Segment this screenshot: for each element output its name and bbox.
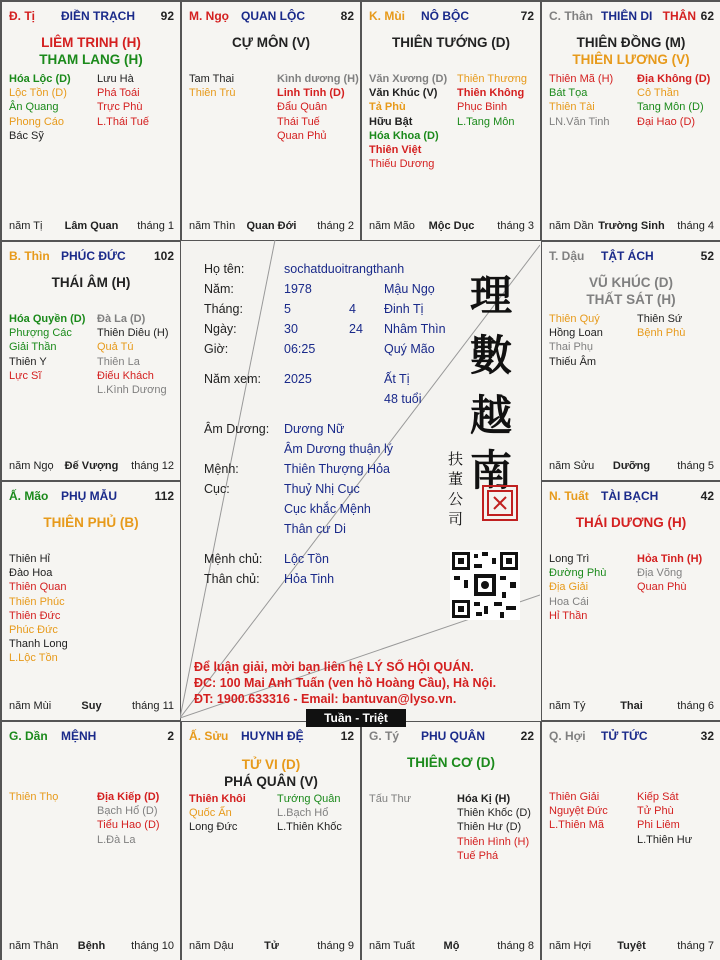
minor-stars-left <box>549 790 608 833</box>
minor-star: Long Đức <box>189 821 238 834</box>
minor-stars-right <box>637 790 692 847</box>
minor-star: Thái Tuế <box>277 115 320 128</box>
minor-stars-left <box>369 792 411 806</box>
palace-house-name: TÀI BẠCH <box>601 489 659 503</box>
minor-star: Lộc Tồn (D) <box>9 87 67 100</box>
palace-branch: B. Thìn <box>9 249 50 263</box>
footer-month: tháng 10 <box>131 940 174 952</box>
minor-star: Đẩu Quân <box>277 101 328 114</box>
minor-star: Thiên Hình (H) <box>457 835 530 848</box>
palace-cell[interactable] <box>361 721 541 960</box>
footer-life-stage: Lâm Quan <box>64 220 119 232</box>
minor-star: Long Trì <box>549 553 590 565</box>
palace-header <box>549 729 714 745</box>
footer-life-stage: Tử <box>264 940 279 952</box>
minor-star: Thiên Y <box>9 355 47 368</box>
palace-number: 62 <box>700 9 714 23</box>
palace-number: 12 <box>340 729 354 743</box>
calligraphy-char-3: 越 <box>470 391 513 440</box>
palace-number: 52 <box>700 249 714 263</box>
minor-star: Hóa Khoa (D) <box>369 129 439 142</box>
main-star: THIÊN PHỦ (B) <box>43 515 139 530</box>
label-thang: Tháng: <box>204 302 243 316</box>
palace-number: 2 <box>167 729 174 743</box>
center-info-panel <box>180 240 540 720</box>
label-nam: Năm: <box>204 282 234 296</box>
palace-cell[interactable] <box>1 721 181 960</box>
minor-star: Thiếu Dương <box>369 158 435 171</box>
palace-footer <box>9 938 174 952</box>
palace-number: 82 <box>340 9 354 23</box>
calligraphy-char-2: 數 <box>470 331 513 380</box>
footer-year: năm Thân <box>9 940 59 952</box>
minor-star: Đại Hao (D) <box>637 115 696 128</box>
value-menh-chu: Lộc Tồn <box>284 552 329 566</box>
palace-house-name: ĐIỀN TRẠCH <box>61 9 135 23</box>
minor-star: Tả Phù <box>369 101 406 114</box>
minor-star: Linh Tinh (D) <box>277 87 345 100</box>
minor-star: Thiên La <box>97 355 140 368</box>
minor-star: Phong Cáo <box>9 115 65 128</box>
footer-life-stage: Trường Sinh <box>598 220 665 232</box>
value-nam: 1978 <box>284 282 312 296</box>
footer-year: năm Sửu <box>549 460 595 472</box>
palace-footer <box>189 218 354 232</box>
minor-stars-right <box>457 792 531 863</box>
value-cuc-3: Thân cư Di <box>284 522 346 536</box>
minor-stars-right <box>637 552 702 595</box>
footer-month: tháng 5 <box>677 460 714 472</box>
minor-stars-right <box>637 72 710 129</box>
minor-star: Bác Sỹ <box>9 129 44 142</box>
tuan-triet-banner: Tuần - Triệt <box>306 709 406 727</box>
footer-year: năm Thìn <box>189 220 236 232</box>
palace-number: 42 <box>700 489 714 503</box>
minor-star: Thiên Việt <box>369 144 422 157</box>
minor-star: Tuế Phá <box>457 849 499 862</box>
minor-star: Tấu Thư <box>369 793 412 805</box>
minor-star: Giải Thần <box>9 341 57 354</box>
minor-star: Quả Tú <box>97 341 134 354</box>
minor-stars-left <box>369 72 447 171</box>
palace-number: 92 <box>160 9 174 23</box>
minor-star: Đào Hoa <box>9 567 53 580</box>
minor-star: Địa Kiếp (D) <box>97 791 160 803</box>
minor-star: Kiếp Sát <box>637 791 679 803</box>
palace-footer <box>549 458 714 472</box>
value-tuoi: 48 tuổi <box>384 392 422 406</box>
minor-star: Tang Môn (D) <box>637 101 704 114</box>
footer-year: năm Dần <box>549 220 594 232</box>
palace-number: 32 <box>700 729 714 743</box>
palace-number: 102 <box>153 249 174 263</box>
main-star: THÁI ÂM (H) <box>51 275 131 290</box>
value-cuc: Thuỷ Nhị Cục <box>284 482 360 496</box>
minor-star: Hồng Loan <box>549 327 603 340</box>
value-gio-can-chi: Quý Mão <box>384 342 435 356</box>
minor-stars-left <box>549 552 606 623</box>
palace-cell[interactable] <box>1 241 181 481</box>
minor-stars-left <box>9 790 58 804</box>
minor-star: Phúc Đức <box>9 624 58 637</box>
minor-stars-right <box>277 72 359 143</box>
footer-month: tháng 2 <box>317 220 354 232</box>
value-ho-ten: sochatduoitrangthanh <box>284 262 405 276</box>
minor-star: Thiên Thọ <box>9 791 59 803</box>
minor-star: Thiên Khôi <box>189 793 246 805</box>
minor-star: Địa Không (D) <box>637 73 711 85</box>
footer-life-stage: Quan Đới <box>246 220 297 232</box>
palace-footer <box>189 938 354 952</box>
minor-star: Thiên Hư (D) <box>457 821 522 834</box>
value-nam-xem-can-chi: Ất Tị <box>384 372 410 386</box>
minor-star: Thiên Mã (H) <box>549 73 614 85</box>
palace-number: 112 <box>154 489 174 503</box>
footer-life-stage: Thai <box>620 700 643 712</box>
palace-header <box>9 729 174 745</box>
footer-year: năm Tị <box>9 220 43 232</box>
main-stars <box>182 756 360 790</box>
palace-header <box>549 489 714 505</box>
minor-star: Phượng Các <box>9 327 72 340</box>
minor-star: Văn Khúc (V) <box>369 87 438 100</box>
minor-star: Trực Phù <box>97 101 143 114</box>
palace-footer <box>549 938 714 952</box>
small-calligraphy-4: 司 <box>448 510 464 528</box>
label-menh: Mệnh: <box>204 462 239 476</box>
value-gio: 06:25 <box>284 342 316 356</box>
minor-star: Hỉ Thần <box>549 609 588 622</box>
palace-cell[interactable] <box>541 481 720 721</box>
label-than-chu: Thân chủ: <box>204 572 260 586</box>
palace-footer <box>369 938 534 952</box>
minor-star: Thiên Sứ <box>637 313 683 325</box>
minor-star: Nguyệt Đức <box>549 805 608 818</box>
palace-header <box>549 9 714 25</box>
minor-star: Thiên Giải <box>549 791 600 803</box>
palace-house-name: NÔ BỘC <box>421 9 469 23</box>
main-star: CỰ MÔN (V) <box>232 35 310 50</box>
palace-footer <box>369 218 534 232</box>
palace-house-name: MỆNH <box>61 729 97 743</box>
footer-year: năm Hợi <box>549 940 592 952</box>
minor-star: Tử Phù <box>637 805 674 818</box>
palace-cell[interactable] <box>541 241 720 481</box>
palace-house-name: PHÚC ĐỨC <box>61 249 126 263</box>
footer-year: năm Tý <box>549 700 586 712</box>
small-calligraphy-2: 董 <box>448 470 464 488</box>
palace-house-name: TẬT ÁCH <box>601 249 654 263</box>
contact-line-1: Để luận giải, mời bạn liên hệ LÝ SỐ HỘI QUÁN. <box>194 660 474 674</box>
main-stars <box>2 34 180 68</box>
minor-star: Phi Liêm <box>637 819 680 832</box>
minor-star: L.Thiên Mã <box>549 819 605 832</box>
minor-star: Phá Toái <box>97 87 140 100</box>
minor-star: L.Đà La <box>97 833 136 846</box>
minor-star: Hóa Lộc (D) <box>9 73 71 85</box>
minor-star: Thiên Tài <box>549 101 595 114</box>
value-menh: Thiên Thượng Hỏa <box>284 462 390 476</box>
value-am-duong: Dương Nữ <box>284 422 345 436</box>
palace-branch: Ấ. Mão <box>9 489 49 503</box>
calligraphy-char-1: 理 <box>470 271 513 320</box>
palace-header <box>189 729 354 745</box>
minor-star: Thiên Không <box>457 87 525 100</box>
footer-year: năm Dậu <box>189 940 234 952</box>
minor-star: Thiên Hỉ <box>9 553 50 565</box>
value-thang: 5 <box>284 302 291 316</box>
palace-number: 72 <box>520 9 534 23</box>
footer-life-stage: Tuyệt <box>617 940 646 952</box>
footer-month: tháng 12 <box>131 460 174 472</box>
minor-star: Thiên Quan <box>9 581 67 594</box>
value-than-chu: Hỏa Tinh <box>284 572 335 586</box>
palace-number: 22 <box>520 729 534 743</box>
minor-star: L.Thái Tuế <box>97 115 149 128</box>
footer-year: năm Mão <box>369 220 415 232</box>
palace-branch: K. Mùi <box>369 9 405 23</box>
minor-star: Lưu Hà <box>97 73 134 85</box>
palace-than-marker: THÂN <box>662 9 696 23</box>
minor-stars-left <box>9 72 71 143</box>
small-calligraphy-3: 公 <box>448 490 464 508</box>
palace-branch: Ấ. Sửu <box>189 729 229 743</box>
footer-year: năm Mùi <box>9 700 52 712</box>
minor-star: Thiên Quý <box>549 313 600 325</box>
footer-life-stage: Bệnh <box>77 940 106 952</box>
palace-footer <box>549 698 714 712</box>
minor-star: Thiên Trù <box>189 87 236 100</box>
minor-stars-right <box>97 312 169 397</box>
palace-footer <box>549 218 714 232</box>
minor-star: Bệnh Phù <box>637 327 686 340</box>
minor-stars-left <box>549 312 603 369</box>
main-star: TỬ VI (D) <box>241 757 301 772</box>
qr-code[interactable] <box>450 550 520 620</box>
palace-branch: C. Thân <box>549 9 593 23</box>
minor-star: L.Lộc Tồn <box>9 652 58 665</box>
main-star: VŨ KHÚC (D) <box>589 275 673 290</box>
footer-month: tháng 8 <box>497 940 534 952</box>
label-menh-chu: Mệnh chủ: <box>204 552 263 566</box>
palace-house-name: PHỤ MẪU <box>61 489 117 503</box>
palace-header <box>9 489 174 505</box>
palace-footer <box>9 458 174 472</box>
footer-life-stage: Suy <box>81 700 102 712</box>
minor-star: Hóa Kị (H) <box>457 793 511 805</box>
value-ngay: 30 <box>284 322 298 336</box>
palace-house-name: QUAN LỘC <box>241 9 305 23</box>
palace-cell[interactable] <box>1 481 181 721</box>
minor-star: Tam Thai <box>189 73 235 85</box>
palace-branch: Q. Hợi <box>549 729 586 743</box>
main-stars <box>542 274 720 308</box>
minor-stars-left <box>9 552 68 666</box>
main-star: THIÊN ĐỒNG (M) <box>576 35 686 50</box>
palace-house-name: PHU QUÂN <box>421 729 486 743</box>
palace-footer <box>9 698 174 712</box>
palace-header <box>9 249 174 265</box>
minor-star: Hữu Bật <box>369 115 413 128</box>
contact-line-3: ĐT: 1900.633316 - Email: bantuvan@lyso.vn. <box>194 692 457 706</box>
minor-stars-right <box>97 72 149 129</box>
minor-star: L.Thiên Khốc <box>277 821 342 834</box>
minor-star: Hóa Quyền (D) <box>9 313 86 325</box>
footer-month: tháng 3 <box>497 220 534 232</box>
value-ngay-al: 24 <box>349 322 363 336</box>
minor-star: Tiểu Hao (D) <box>97 819 160 832</box>
footer-life-stage: Mộc Dục <box>428 220 475 232</box>
main-star: LIÊM TRINH (H) <box>41 35 141 50</box>
minor-star: Ân Quang <box>9 101 59 114</box>
palace-cell[interactable] <box>181 721 361 960</box>
label-ngay: Ngày: <box>204 322 237 336</box>
minor-star: Cô Thần <box>637 87 679 100</box>
main-stars <box>362 754 540 771</box>
minor-star: Đường Phù <box>549 567 607 580</box>
main-star: THẤT SÁT (H) <box>586 292 676 307</box>
minor-star: L.Tang Môn <box>457 115 515 128</box>
footer-month: tháng 9 <box>317 940 354 952</box>
contact-line-2: ĐC: 100 Mai Anh Tuấn (ven hồ Hoàng Cầu), Hà Nội. <box>194 676 497 690</box>
label-nam-xem: Năm xem: <box>204 372 261 386</box>
main-stars <box>2 274 180 291</box>
minor-stars-left <box>189 72 235 100</box>
minor-star: Thiên Diêu (H) <box>97 327 169 340</box>
minor-star: L.Bạch Hổ <box>277 807 329 820</box>
minor-star: Thiên Thương <box>457 73 528 85</box>
minor-star: Thiếu Âm <box>549 355 597 368</box>
footer-year: năm Ngọ <box>9 460 54 472</box>
palace-header <box>369 729 534 745</box>
minor-star: Địa Giải <box>549 581 589 594</box>
palace-house-name: TỬ TỨC <box>601 729 648 743</box>
minor-star: Thiên Phúc <box>9 595 65 608</box>
value-ngay-can-chi: Nhâm Thìn <box>384 322 446 336</box>
main-star: THIÊN CƠ (D) <box>406 755 495 770</box>
calligraphy-char-4: 南 <box>470 446 513 495</box>
value-nam-xem: 2025 <box>284 372 312 386</box>
minor-star: Phục Binh <box>457 101 508 114</box>
palace-header <box>549 249 714 265</box>
main-star: THÁI DƯƠNG (H) <box>575 515 687 530</box>
main-star: THIÊN LƯƠNG (V) <box>572 52 690 67</box>
minor-star: L.Thiên Hư <box>637 833 693 846</box>
minor-star: Lực Sĩ <box>9 369 42 382</box>
minor-star: L.Kình Dương <box>97 384 167 397</box>
footer-month: tháng 7 <box>677 940 714 952</box>
footer-month: tháng 4 <box>677 220 714 232</box>
minor-star: Bạch Hổ (D) <box>97 805 158 818</box>
value-nam-can-chi: Mậu Ngọ <box>384 282 435 296</box>
palace-header <box>189 9 354 25</box>
minor-star: Điếu Khách <box>97 369 154 382</box>
palace-branch: Đ. Tị <box>9 9 35 23</box>
palace-header <box>369 9 534 25</box>
footer-life-stage: Dưỡng <box>612 460 651 472</box>
minor-star: Thanh Long <box>9 638 68 651</box>
minor-star: Hoa Cái <box>549 595 589 608</box>
red-seal-stamp <box>482 485 518 521</box>
main-stars <box>2 514 180 531</box>
label-am-duong: Âm Dương: <box>204 422 270 436</box>
palace-cell[interactable] <box>541 1 720 241</box>
footer-month: tháng 11 <box>131 700 174 712</box>
footer-month: tháng 1 <box>137 220 174 232</box>
minor-star: Quan Phù <box>637 581 687 594</box>
footer-month: tháng 6 <box>677 700 714 712</box>
minor-star: Quốc Ấn <box>189 807 232 820</box>
palace-branch: M. Ngọ <box>189 9 229 23</box>
palace-cell[interactable] <box>1 1 181 241</box>
value-cuc-2: Cục khắc Mệnh <box>284 502 371 516</box>
palace-cell[interactable] <box>181 1 361 241</box>
main-stars <box>542 34 720 68</box>
minor-stars-right <box>277 792 342 835</box>
footer-year: năm Tuất <box>369 940 415 952</box>
minor-stars-right <box>97 790 160 847</box>
minor-star: Thiên Đức <box>9 609 61 622</box>
minor-star: Kình dương (H) <box>277 73 359 85</box>
label-cuc: Cục: <box>204 482 230 496</box>
main-star: THIÊN TƯỚNG (D) <box>392 35 510 50</box>
minor-star: Bát Tọa <box>549 87 588 100</box>
palace-house-name: HUYNH ĐỆ <box>241 729 304 743</box>
palace-footer <box>9 218 174 232</box>
minor-star: Quan Phủ <box>277 129 327 142</box>
minor-star: Văn Xương (D) <box>369 73 448 85</box>
minor-star: LN.Văn Tinh <box>549 115 610 128</box>
minor-star: Hỏa Tinh (H) <box>637 553 703 565</box>
palace-cell[interactable] <box>541 721 720 960</box>
minor-stars-right <box>457 72 527 129</box>
palace-branch: N. Tuất <box>549 489 589 503</box>
minor-star: Thiên Khốc (D) <box>457 807 531 820</box>
minor-star: Địa Võng <box>637 567 683 580</box>
palace-cell[interactable] <box>361 1 541 241</box>
small-calligraphy-1: 扶 <box>448 450 464 468</box>
palace-branch: G. Tý <box>369 729 400 743</box>
minor-star: Đà La (D) <box>97 313 146 325</box>
palace-branch: T. Dậu <box>549 249 585 263</box>
value-thang-can-chi: Đinh Tị <box>384 302 424 316</box>
value-am-duong-2: Âm Dương thuận lý <box>284 442 393 456</box>
main-stars <box>182 34 360 51</box>
minor-stars-left <box>549 72 613 129</box>
minor-stars-left <box>9 312 85 383</box>
footer-life-stage: Đế Vượng <box>64 460 119 472</box>
minor-stars-left <box>189 792 246 835</box>
label-ho-ten: Họ tên: <box>204 262 245 276</box>
footer-life-stage: Mộ <box>443 940 460 952</box>
main-star: PHÁ QUÂN (V) <box>224 774 318 789</box>
minor-star: Thai Phụ <box>549 341 594 354</box>
main-stars <box>542 514 720 531</box>
minor-star: Tướng Quân <box>277 793 341 805</box>
palace-header <box>9 9 174 25</box>
minor-stars-right <box>637 312 685 340</box>
main-star: THAM LANG (H) <box>39 52 143 67</box>
label-gio: Giờ: <box>204 342 229 356</box>
palace-branch: G. Dần <box>9 729 48 743</box>
palace-house-name: THIÊN DI <box>601 9 653 23</box>
value-thang-al: 4 <box>349 302 356 316</box>
main-stars <box>362 34 540 51</box>
